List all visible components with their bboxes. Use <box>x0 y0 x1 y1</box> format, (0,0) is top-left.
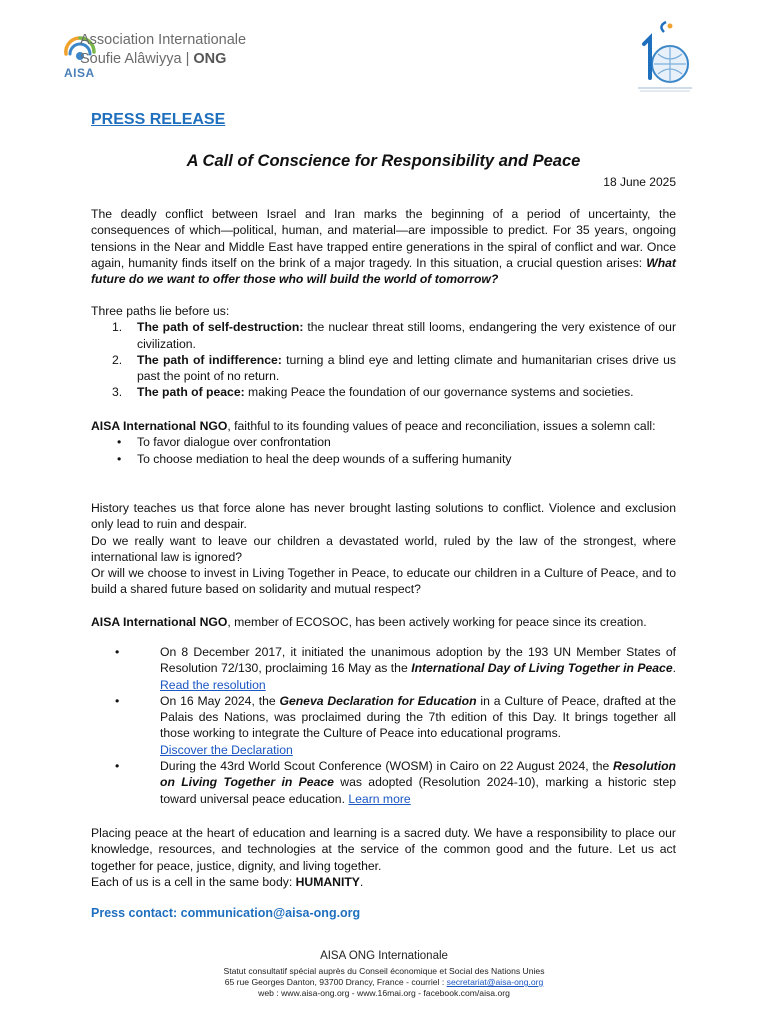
org-name-line1: Association Internationale <box>80 32 247 48</box>
footer-org: AISA ONG Internationale <box>320 950 448 962</box>
call-list <box>91 434 676 467</box>
list-item: • To favor dialogue over confrontation <box>117 435 331 450</box>
actions-section <box>91 644 676 807</box>
footer-web: web : www.aisa-ong.org - www.16mai.org - facebook.com/aisa.org <box>258 988 510 998</box>
key-question: What future do we want to offer those who will build the world of tomorrow? <box>91 255 676 287</box>
paths-list <box>91 319 676 400</box>
org-acronym: AISA <box>64 66 95 80</box>
actions-list <box>91 644 676 807</box>
list-item: • To choose mediation to heal the deep wounds of a suffering humanity <box>117 451 512 466</box>
org-name <box>80 31 246 69</box>
footer-web-link[interactable]: www.aisa-ong.org <box>281 988 350 998</box>
footer-address: 65 rue Georges Danton, 93700 Drancy, France - courriel : secretariat@aisa-ong.org <box>224 977 544 987</box>
footer-status: Statut consultatif spécial auprès du Conseil économique et Social des Nations Unies <box>223 966 545 976</box>
sixteen-may-globe-icon <box>630 18 696 94</box>
release-date: 18 June 2025 <box>603 175 676 189</box>
footer-web-link[interactable]: www.16mai.org <box>357 988 416 998</box>
document-title: A Call of Conscience for Responsibility and Peace <box>186 152 581 170</box>
press-release-heading: PRESS RELEASE <box>91 111 226 128</box>
list-item: • On 16 May 2024, the Geneva Declaration for Education in a Culture of Peace, drafted at the Palais des Nations, was proclaimed during the 7th edition of this Day. It brings together all those working to integrate the Culture of Peace into educational programs. Discover the Declaration <box>115 693 676 757</box>
history-paragraph: History teaches us that force alone has never brought lasting solutions to conflict. Violence and exclusion only lead to ruin and despair. Do we really want to leave our children a devastated world, ruled by the law of the strongest, where international law is ignored? Or will we choose to invest in Living Together in Peace, to educate our children in a Culture of Peace, and to build a shared future based on solidarity and mutual respect? <box>91 501 676 597</box>
org-name-line2: Soufie Alâwiyya | ONG <box>80 51 227 67</box>
learn-more-link[interactable]: Learn more <box>348 791 411 806</box>
footer-details <box>0 966 768 999</box>
list-item: 3. The path of peace: making Peace the foundation of our governance systems and societies. <box>112 385 634 400</box>
call-section: AISA International NGO, faithful to its founding values of peace and reconciliation, issues a solemn call: • To favor dialogue over confrontation • To choose mediation to heal the deep wounds of a suffering humanity <box>91 418 676 467</box>
press-contact[interactable]: Press contact: communication@aisa-ong.org <box>91 906 361 920</box>
paths-lead: Three paths lie before us: <box>91 304 230 318</box>
list-item: • On 8 December 2017, it initiated the unanimous adoption by the 193 UN Member States of Resolution 72/130, proclaiming 16 May as the International Day of Living Together in Peace. Read the resolution <box>115 645 676 692</box>
intro-paragraph: The deadly conflict between Israel and Iran marks the beginning of a period of uncertainty, the consequences of which—political, human, and material—are impossible to predict. For 35 years, ongoing tensions in the Near and Middle East have trapped entire generations in the spiral of conflict and war. Once again, humanity finds itself on the brink of a major tragedy. In this situation, a crucial question arises: What future do we want to offer those who will build the world of tomorrow? <box>91 207 676 287</box>
paths-section <box>91 303 676 401</box>
member-paragraph: AISA International NGO, member of ECOSOC, has been actively working for peace since its creation. <box>91 615 647 629</box>
list-item: 2. The path of indifference: turning a blind eye and letting climate and humanitarian crises drive us past the point of no return. <box>112 352 676 384</box>
list-item: • During the 43rd World Scout Conference (WOSM) in Cairo on 22 August 2024, the Resolution on Living Together in Peace was adopted (Resolution 2024-10), marking a historic step toward universal peace education. Learn more <box>115 759 676 806</box>
read-resolution-link[interactable]: Read the resolution <box>160 677 266 692</box>
discover-declaration-link[interactable]: Discover the Declaration <box>160 742 293 757</box>
closing-paragraph: Placing peace at the heart of education and learning is a sacred duty. We have a responsibility to place our knowledge, resources, and technologies at the service of the common good and the future. Let us act together for peace, justice, dignity, and living together. Each of us is a cell in the same body: HUMANITY. <box>91 826 676 889</box>
footer-email-link[interactable]: secretariat@aisa-ong.org <box>446 977 544 987</box>
footer-web-link[interactable]: facebook.com/aisa.org <box>423 988 510 998</box>
list-item: 1. The path of self-destruction: the nuclear threat still looms, endangering the very existence of our civilization. <box>112 320 677 351</box>
